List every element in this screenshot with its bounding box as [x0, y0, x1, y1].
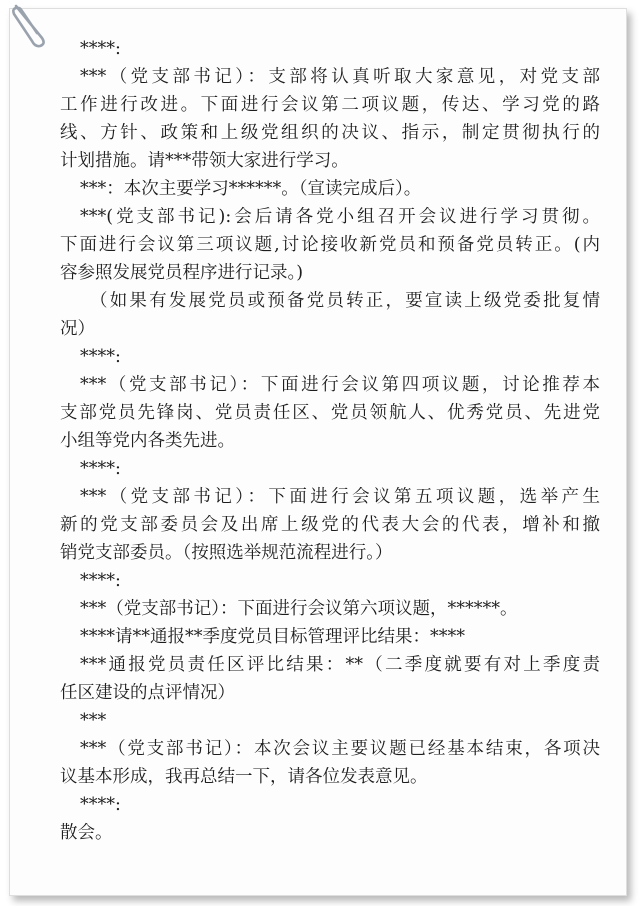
- text-line: 计划措施。请***带领大家进行学习。: [60, 151, 349, 171]
- text-line: ****:: [80, 347, 121, 367]
- document-body: [60, 38, 600, 850]
- text-line: 下面进行会议第三项议题,讨论接收新党员和预备党员转正。(内: [60, 235, 600, 255]
- text-line: 容参照发展党员程序进行记录。): [60, 263, 304, 283]
- text-line: ***（党支部书记）：下面进行会议第六项议题，******。: [80, 599, 518, 619]
- text-line: ****:: [80, 795, 121, 815]
- text-line: 线、方针、政策和上级党组织的决议、指示，制定贯彻执行的: [60, 123, 600, 143]
- text-line: ***：本次主要学习******。（宣读完成后）。: [80, 179, 422, 199]
- text-line: ***（党支部书记）：支部将认真听取大家意见，对党支部: [80, 67, 600, 87]
- text-line: 新的党支部委员会及出席上级党的代表大会的代表，增补和撤: [60, 515, 600, 535]
- text-line: ***(党支部书记):会后请各党小组召开会议进行学习贯彻。: [80, 207, 600, 227]
- text-line: 议基本形成，我再总结一下，请各位发表意见。: [60, 767, 428, 787]
- text-line: ****:: [80, 39, 121, 59]
- text-line: 小组等党内各类先进。: [60, 431, 235, 451]
- text-line: ***（党支部书记）：下面进行会议第五项议题，选举产生: [80, 487, 600, 507]
- text-line: 任区建设的点评情况）: [60, 683, 235, 703]
- text-line: 况）: [60, 319, 95, 339]
- paperclip-icon: [6, 0, 52, 48]
- text-line: ***（党支部书记）：本次会议主要议题已经基本结束，各项决: [80, 739, 600, 759]
- text-line: ****请**通报**季度党员目标管理评比结果：****: [80, 627, 465, 647]
- text-line: 支部党员先锋岗、党员责任区、党员领航人、优秀党员、先进党: [60, 403, 600, 423]
- text-line: 销党支部委员。（按照选举规范流程进行。）: [60, 543, 393, 563]
- text-line: ****:: [80, 459, 121, 479]
- text-line: ***: [80, 711, 107, 731]
- text-line: ***（党支部书记）：下面进行会议第四项议题，讨论推荐本: [80, 375, 600, 395]
- text-line: ****:: [80, 571, 121, 591]
- text-line: （如果有发展党员或预备党员转正，要宣读上级党委批复情: [90, 291, 600, 311]
- text-line: ***通报党员责任区评比结果：**（二季度就要有对上季度责: [80, 655, 600, 675]
- text-line: 散会。: [60, 823, 113, 843]
- text-line: 工作进行改进。下面进行会议第二项议题，传达、学习党的路: [60, 95, 600, 115]
